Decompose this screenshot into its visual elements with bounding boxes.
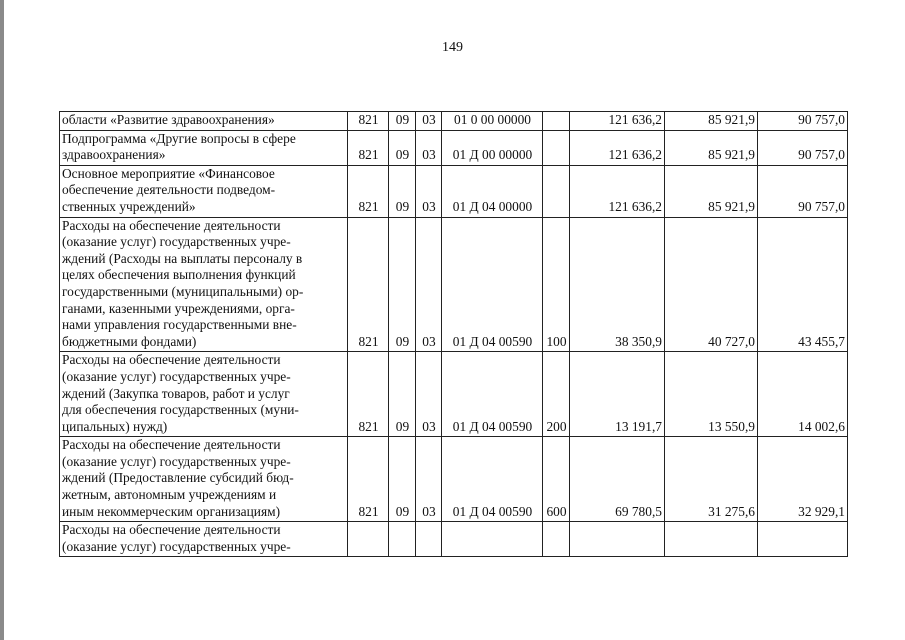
page-number: 149 xyxy=(442,40,463,55)
amount-year3-cell: 90 757,0 xyxy=(758,165,848,217)
target-article-cell: 01 Д 04 00590 xyxy=(442,352,543,437)
amount-year3-cell: 43 455,7 xyxy=(758,217,848,352)
expense-type-cell xyxy=(543,165,570,217)
table-body xyxy=(60,112,848,557)
amount-year2-cell: 31 275,6 xyxy=(665,437,758,522)
table-row xyxy=(60,522,848,557)
grbs-code-cell: 821 xyxy=(348,217,389,352)
expense-name-cell: Расходы на обеспечение деятельности (оказание услуг) государственных учре- ждений (Расходы на выплаты персоналу в целях обеспечения выполнения функций государственными (муниципальными) ор- ганами, казенными учреждениями, орга- нами управления государственными вне- бюджетными фондами) xyxy=(60,217,348,352)
expense-type-cell: 100 xyxy=(543,217,570,352)
grbs-code-cell: 821 xyxy=(348,165,389,217)
grbs-code-cell: 821 xyxy=(348,437,389,522)
scan-left-edge xyxy=(0,0,4,640)
grbs-code-cell: 821 xyxy=(348,130,389,165)
section-code-cell: 09 xyxy=(389,217,416,352)
section-code-cell: 09 xyxy=(389,130,416,165)
subsection-code-cell: 03 xyxy=(416,165,442,217)
table-row xyxy=(60,165,848,217)
amount-year1-cell: 13 191,7 xyxy=(570,352,665,437)
grbs-code-cell: 821 xyxy=(348,112,389,131)
amount-year3-cell: 14 002,6 xyxy=(758,352,848,437)
target-article-cell: 01 Д 04 00000 xyxy=(442,165,543,217)
expense-name-cell: Подпрограмма «Другие вопросы в сфере здравоохранения» xyxy=(60,130,348,165)
subsection-code-cell: 03 xyxy=(416,130,442,165)
amount-year2-cell: 85 921,9 xyxy=(665,165,758,217)
table-row xyxy=(60,130,848,165)
amount-year1-cell: 38 350,9 xyxy=(570,217,665,352)
subsection-code-cell xyxy=(416,522,442,557)
expense-name-cell: Расходы на обеспечение деятельности (оказание услуг) государственных учре- ждений (Предоставление субсидий бюд- жетным, автономным учреждениям и иным некоммерческим организациям) xyxy=(60,437,348,522)
amount-year1-cell: 121 636,2 xyxy=(570,165,665,217)
amount-year3-cell: 32 929,1 xyxy=(758,437,848,522)
section-code-cell: 09 xyxy=(389,352,416,437)
table-row xyxy=(60,217,848,352)
amount-year2-cell: 13 550,9 xyxy=(665,352,758,437)
amount-year2-cell: 40 727,0 xyxy=(665,217,758,352)
target-article-cell: 01 0 00 00000 xyxy=(442,112,543,131)
amount-year3-cell: 90 757,0 xyxy=(758,112,848,131)
amount-year2-cell: 85 921,9 xyxy=(665,130,758,165)
grbs-code-cell xyxy=(348,522,389,557)
subsection-code-cell: 03 xyxy=(416,437,442,522)
target-article-cell xyxy=(442,522,543,557)
table-row xyxy=(60,112,848,131)
amount-year1-cell: 121 636,2 xyxy=(570,112,665,131)
target-article-cell: 01 Д 00 00000 xyxy=(442,130,543,165)
grbs-code-cell: 821 xyxy=(348,352,389,437)
expense-name-cell: Расходы на обеспечение деятельности (оказание услуг) государственных учре- xyxy=(60,522,348,557)
expense-type-cell: 600 xyxy=(543,437,570,522)
section-code-cell: 09 xyxy=(389,112,416,131)
amount-year2-cell xyxy=(665,522,758,557)
amount-year3-cell xyxy=(758,522,848,557)
table-row xyxy=(60,352,848,437)
table-row xyxy=(60,437,848,522)
subsection-code-cell: 03 xyxy=(416,352,442,437)
amount-year1-cell xyxy=(570,522,665,557)
subsection-code-cell: 03 xyxy=(416,217,442,352)
section-code-cell: 09 xyxy=(389,165,416,217)
amount-year1-cell: 69 780,5 xyxy=(570,437,665,522)
expense-type-cell: 200 xyxy=(543,352,570,437)
amount-year1-cell: 121 636,2 xyxy=(570,130,665,165)
expense-name-cell: Основное мероприятие «Финансовое обеспечение деятельности подведом- ственных учреждений» xyxy=(60,165,348,217)
expense-type-cell xyxy=(543,522,570,557)
section-code-cell xyxy=(389,522,416,557)
budget-table xyxy=(59,111,848,557)
amount-year2-cell: 85 921,9 xyxy=(665,112,758,131)
expense-name-cell: Расходы на обеспечение деятельности (оказание услуг) государственных учре- ждений (Закупка товаров, работ и услуг для обеспечения государственных (муни- ципальных) нужд) xyxy=(60,352,348,437)
expense-name-cell: области «Развитие здравоохранения» xyxy=(60,112,348,131)
subsection-code-cell: 03 xyxy=(416,112,442,131)
section-code-cell: 09 xyxy=(389,437,416,522)
target-article-cell: 01 Д 04 00590 xyxy=(442,437,543,522)
expense-type-cell xyxy=(543,112,570,131)
target-article-cell: 01 Д 04 00590 xyxy=(442,217,543,352)
amount-year3-cell: 90 757,0 xyxy=(758,130,848,165)
expense-type-cell xyxy=(543,130,570,165)
